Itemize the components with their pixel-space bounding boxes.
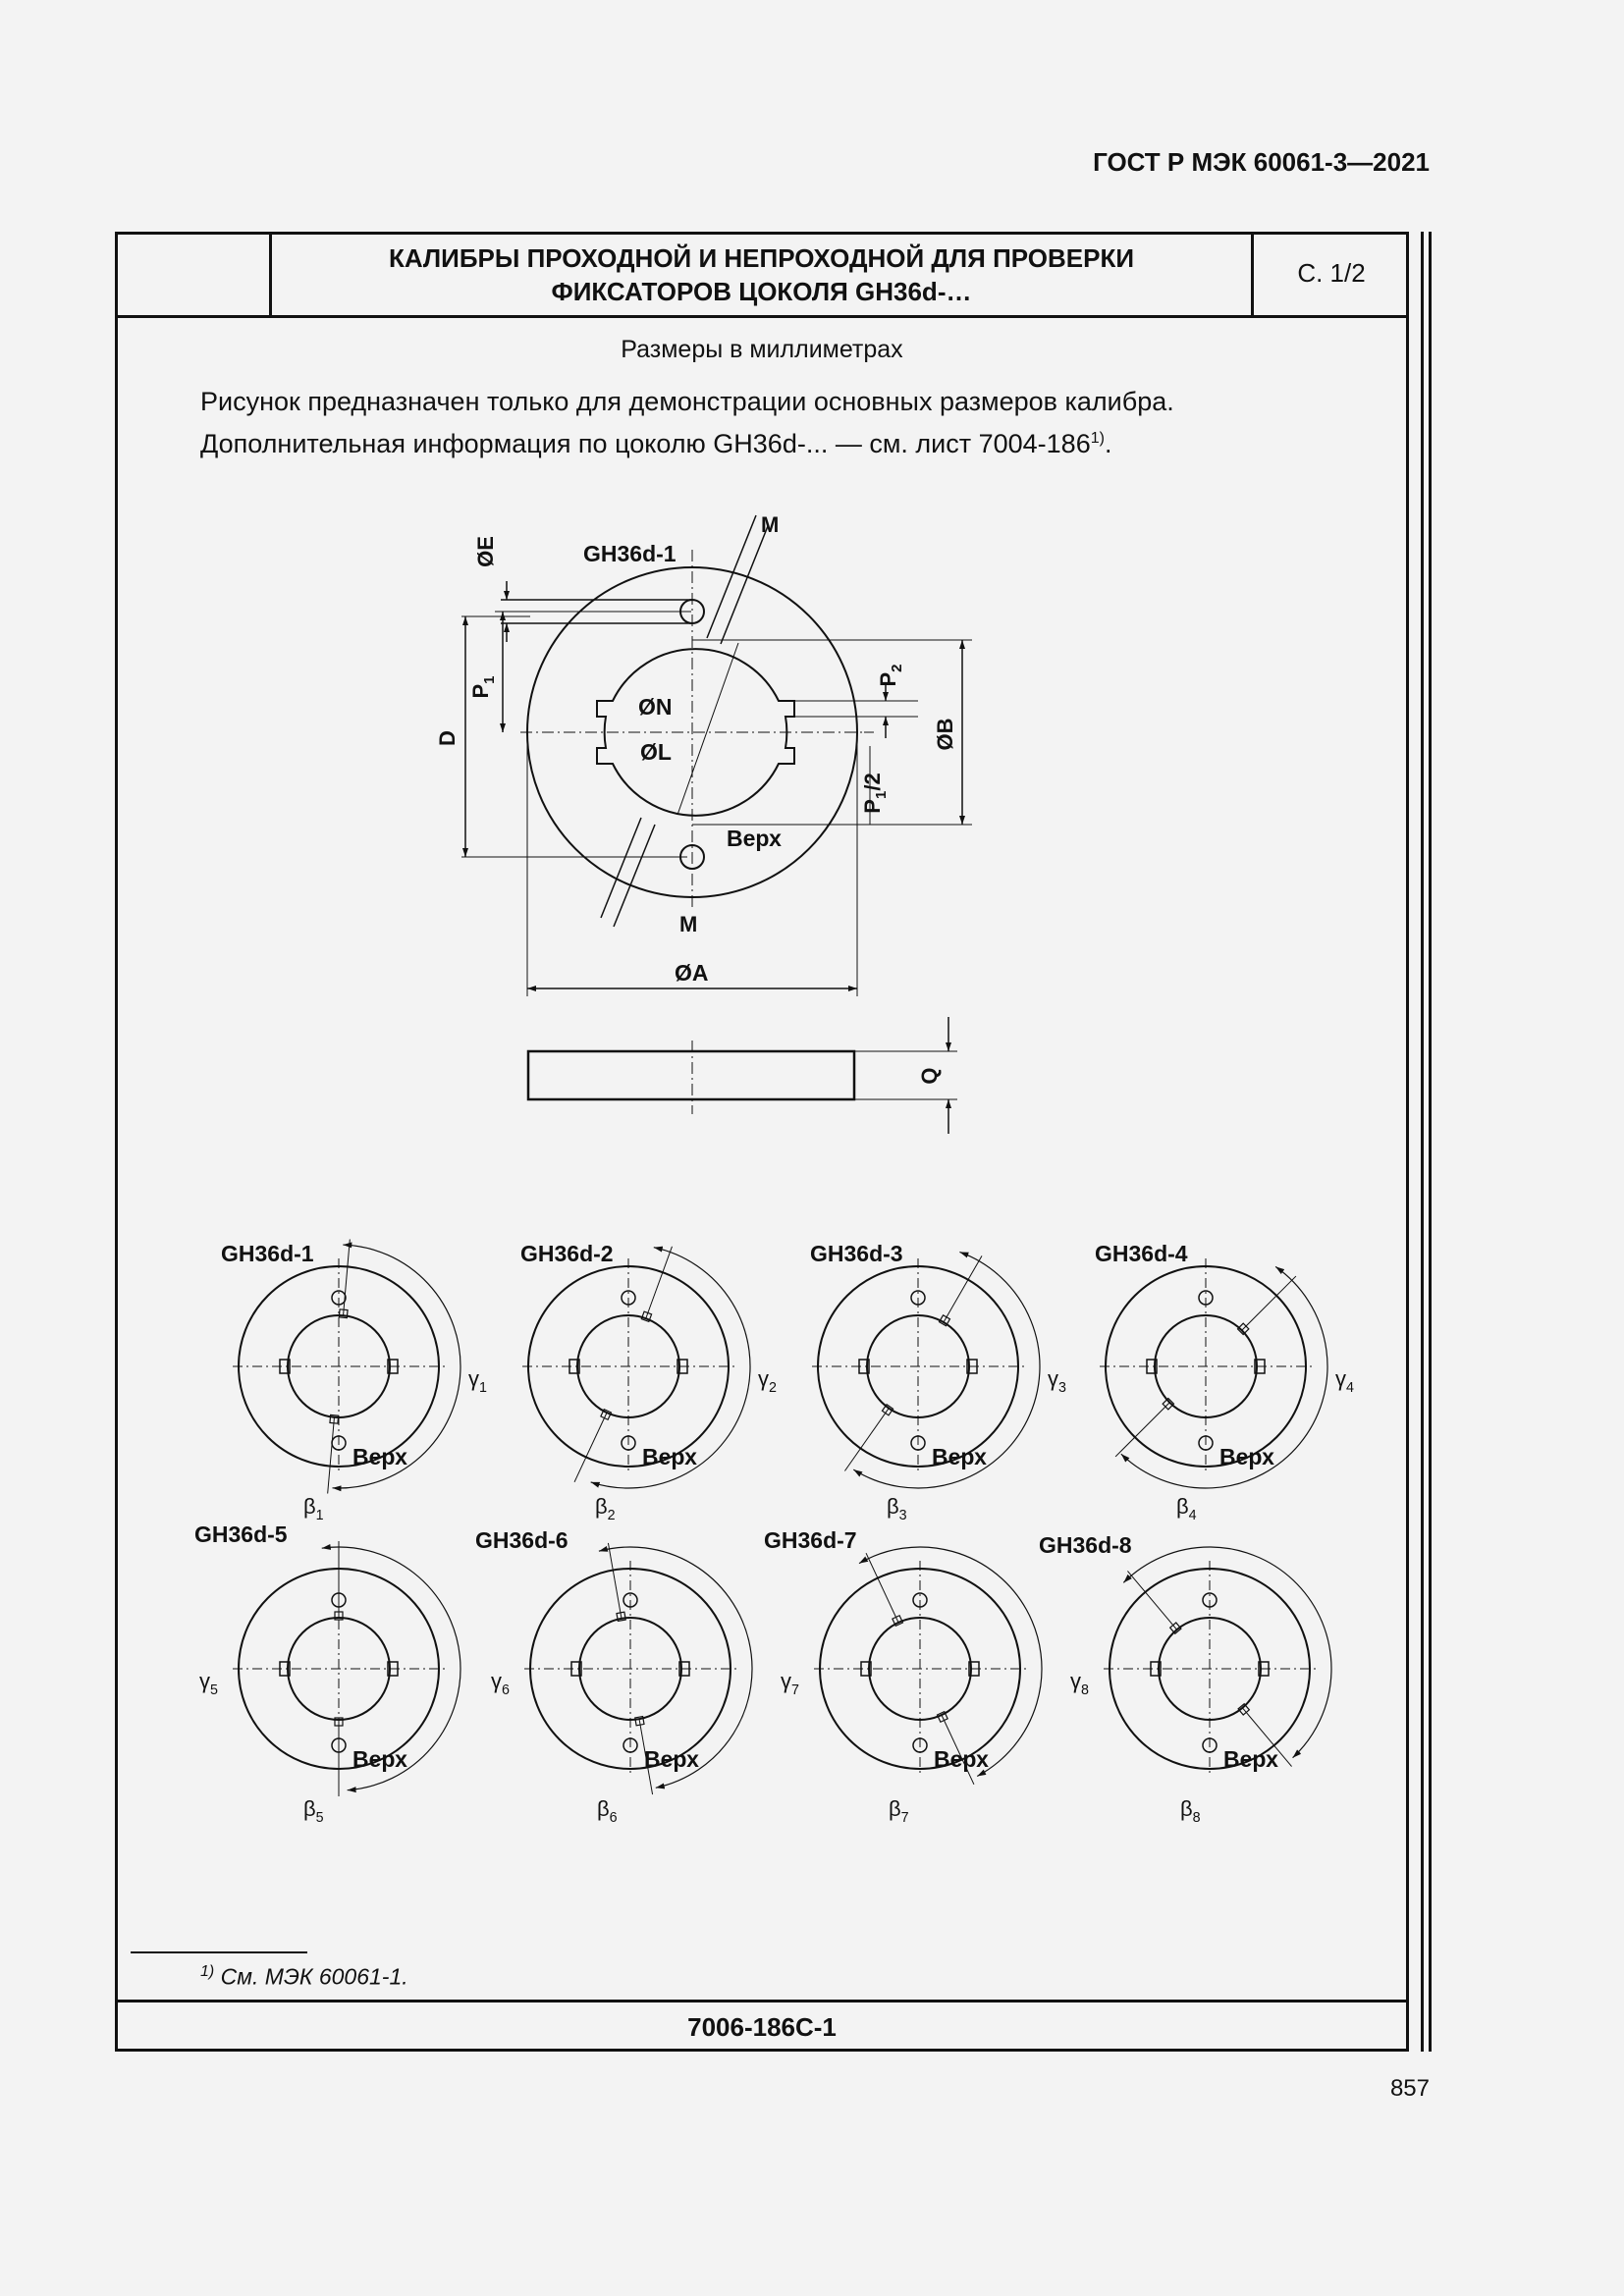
footer-divider xyxy=(115,2000,1409,2002)
beta-label xyxy=(597,1796,618,1826)
dim-p1-sub: 1 xyxy=(481,675,498,684)
gamma-label-main: γ xyxy=(1070,1669,1081,1693)
gamma-label-main: γ xyxy=(491,1669,502,1693)
beta-label xyxy=(303,1494,324,1523)
beta-label-main: β xyxy=(887,1494,899,1519)
beta-label-main: β xyxy=(597,1796,610,1821)
gamma-label xyxy=(781,1669,799,1698)
variant-caption-main: GH36d-8 xyxy=(1039,1532,1132,1558)
dim-p1half-sub: 1 xyxy=(873,790,890,800)
sheet-code: 7006-186C-1 xyxy=(687,2012,837,2042)
top-label-main: Верх xyxy=(352,1746,407,1772)
variant-caption-main: GH36d-3 xyxy=(810,1241,903,1266)
gamma-label xyxy=(1335,1366,1354,1396)
footnote-text: См. МЭК 60061-1. xyxy=(220,1963,408,1990)
gamma-label-main: γ xyxy=(1048,1366,1058,1391)
note-line: Рисунок предназначен только для демонстрации основных размеров калибра. xyxy=(200,387,1174,416)
beta-label-main: β xyxy=(889,1796,901,1821)
sheet-number: С. 1/2 xyxy=(1297,258,1366,288)
top-label-main: Верх xyxy=(932,1444,987,1469)
variant-caption-main: GH36d-4 xyxy=(1095,1241,1188,1266)
note-text: Дополнительная информация по цоколю GH36d-... — см. лист 7004-186 xyxy=(200,429,1091,458)
variant-view xyxy=(520,1241,777,1523)
gamma-label-sub: 3 xyxy=(1058,1380,1066,1396)
title-line: ФИКСАТОРОВ ЦОКОЛЯ GH36d-… xyxy=(551,277,972,306)
top-label xyxy=(932,1444,987,1469)
top-label-main: Верх xyxy=(642,1444,697,1469)
dim-a-label: ØA xyxy=(675,960,709,986)
beta-label xyxy=(595,1494,616,1523)
dim-p1-label xyxy=(468,675,498,698)
gauge-drawing xyxy=(115,491,1409,1855)
variant-caption-main: GH36d-2 xyxy=(520,1241,614,1266)
gamma-label-sub: 7 xyxy=(791,1682,799,1698)
top-label xyxy=(644,1746,699,1772)
variant-caption xyxy=(194,1522,288,1547)
beta-label-sub: 2 xyxy=(607,1508,616,1523)
footnote-mark: 1) xyxy=(200,1963,215,1980)
dim-p1half-tail: /2 xyxy=(860,773,885,791)
variant-caption-main: GH36d-1 xyxy=(221,1241,314,1266)
dim-b-label: ØB xyxy=(933,718,957,751)
top-label-main: Верх xyxy=(352,1444,407,1469)
dim-e-label: ØE xyxy=(473,536,498,567)
dim-p2-sub: 2 xyxy=(889,664,905,672)
gamma-label-main: γ xyxy=(781,1669,791,1693)
variant-caption xyxy=(475,1527,568,1553)
top-label-main: Верх xyxy=(934,1746,989,1772)
dim-p2-main: P xyxy=(876,671,900,687)
beta-label xyxy=(887,1494,907,1523)
sheet-title xyxy=(272,241,1251,308)
dimensions-note: Размеры в миллиметрах xyxy=(621,336,903,363)
variant-gallery xyxy=(194,1239,1354,1826)
beta-label-main: β xyxy=(1180,1796,1193,1821)
beta-label-sub: 8 xyxy=(1192,1810,1201,1826)
frame-rail xyxy=(1421,232,1424,2052)
top-label: Верх xyxy=(727,826,782,851)
gamma-label xyxy=(199,1669,218,1698)
beta-label xyxy=(1176,1494,1197,1523)
gamma-label xyxy=(468,1366,487,1396)
main-caption: GH36d-1 xyxy=(583,541,677,566)
beta-label xyxy=(889,1796,909,1826)
gamma-label xyxy=(758,1366,777,1396)
beta-label-sub: 5 xyxy=(315,1810,324,1826)
note-text: . xyxy=(1104,429,1112,458)
footnote-ref: 1) xyxy=(1090,430,1105,447)
variant-view xyxy=(1095,1241,1354,1523)
gamma-label-sub: 6 xyxy=(502,1682,510,1698)
variant-caption xyxy=(221,1241,314,1266)
beta-label xyxy=(303,1796,324,1826)
beta-label xyxy=(1180,1796,1201,1826)
dim-m-label: M xyxy=(761,512,780,537)
footnote-divider xyxy=(131,1951,307,1953)
variant-caption-main: GH36d-6 xyxy=(475,1527,568,1553)
standard-number: ГОСТ Р МЭК 60061-3—2021 xyxy=(1093,147,1430,177)
variant-view xyxy=(1039,1532,1331,1826)
variant-caption xyxy=(1095,1241,1188,1266)
gamma-label-sub: 5 xyxy=(210,1682,218,1698)
gamma-label-main: γ xyxy=(758,1366,769,1391)
gamma-label xyxy=(1070,1669,1089,1698)
top-label-main: Верх xyxy=(644,1746,699,1772)
beta-label-main: β xyxy=(303,1494,316,1519)
top-label xyxy=(1223,1746,1278,1772)
dim-p1-main: P xyxy=(468,683,493,699)
top-label-main: Верх xyxy=(1223,1746,1278,1772)
variant-caption-main: GH36d-7 xyxy=(764,1527,857,1553)
dim-m2-label: M xyxy=(679,912,698,936)
top-label xyxy=(352,1444,407,1469)
page-number: 857 xyxy=(1389,2075,1430,2102)
variant-caption xyxy=(1039,1532,1132,1558)
title-block-divider xyxy=(115,315,1409,318)
top-label-main: Верх xyxy=(1219,1444,1274,1469)
gamma-arc xyxy=(1123,1547,1331,1758)
main-plan-view xyxy=(461,515,972,996)
gamma-label-main: γ xyxy=(1335,1366,1346,1391)
gamma-label-main: γ xyxy=(199,1669,210,1693)
gamma-label xyxy=(1048,1366,1066,1396)
variant-caption xyxy=(810,1241,903,1266)
gamma-label-sub: 4 xyxy=(1346,1380,1354,1396)
beta-label-sub: 7 xyxy=(900,1810,909,1826)
variant-caption-main: GH36d-5 xyxy=(194,1522,288,1547)
dim-p1half-label xyxy=(860,773,890,813)
gamma-label-sub: 1 xyxy=(479,1380,487,1396)
notes-text xyxy=(200,383,1174,462)
note-line xyxy=(200,420,1174,462)
variant-caption xyxy=(764,1527,857,1553)
dim-p2-label xyxy=(876,664,905,686)
beta-label-sub: 3 xyxy=(898,1508,907,1523)
variant-view xyxy=(194,1522,460,1826)
dim-p1half-main: P xyxy=(860,799,885,814)
variant-view xyxy=(221,1239,487,1523)
beta-label-sub: 4 xyxy=(1188,1508,1197,1523)
gamma-label-sub: 2 xyxy=(769,1380,777,1396)
footnote xyxy=(200,1963,408,1991)
gamma-arc xyxy=(859,1547,1042,1776)
top-label xyxy=(934,1746,989,1772)
top-label xyxy=(1219,1444,1274,1469)
top-label xyxy=(642,1444,697,1469)
beta-label-sub: 6 xyxy=(609,1810,618,1826)
top-label xyxy=(352,1746,407,1772)
dim-d-label: D xyxy=(435,730,460,746)
variant-view xyxy=(764,1527,1042,1826)
beta-label-main: β xyxy=(303,1796,316,1821)
dim-n-label: ØN xyxy=(638,694,673,720)
dim-q-label: Q xyxy=(917,1067,942,1085)
variant-view xyxy=(810,1241,1066,1523)
gamma-label-main: γ xyxy=(468,1366,479,1391)
variant-view xyxy=(475,1527,752,1826)
variant-caption xyxy=(520,1241,614,1266)
gamma-label-sub: 8 xyxy=(1081,1682,1089,1698)
dim-l-label: ØL xyxy=(640,739,672,765)
frame-rail xyxy=(1429,232,1432,2052)
beta-label-main: β xyxy=(1176,1494,1189,1519)
gamma-label xyxy=(491,1669,510,1698)
beta-label-main: β xyxy=(595,1494,608,1519)
side-view xyxy=(528,1017,957,1134)
title-line: КАЛИБРЫ ПРОХОДНОЙ И НЕПРОХОДНОЙ ДЛЯ ПРОВЕРКИ xyxy=(388,243,1135,273)
beta-label-sub: 1 xyxy=(315,1508,324,1523)
